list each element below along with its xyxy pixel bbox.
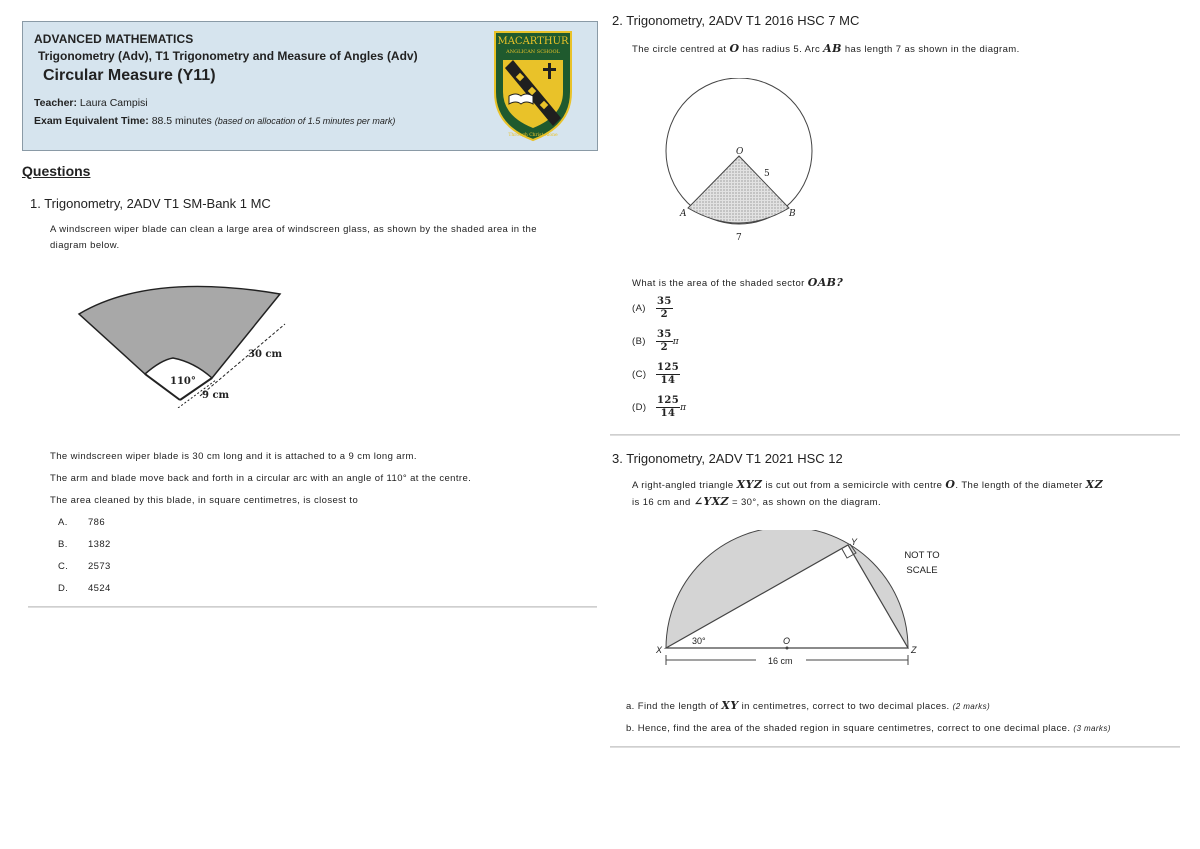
circle-center-label: O	[736, 147, 744, 157]
q1-option-b	[58, 539, 111, 550]
denominator: 2	[660, 342, 669, 353]
q3-part-a-text2: in centimetres, correct to two decimal places.	[741, 701, 950, 712]
semicircle-angle-label: 30°	[692, 636, 706, 646]
q3-part-a	[626, 698, 990, 715]
q3-text2-b: = 30°, as shown on the diagram.	[732, 497, 882, 508]
fraction	[656, 296, 673, 321]
q1-line2: The arm and blade move back and forth in a circular arc with an angle of 110° at the centre.	[50, 473, 472, 484]
school-crest-logo	[493, 30, 573, 142]
option-value: 2573	[88, 561, 111, 572]
q2-text	[632, 41, 1020, 58]
q2-text-c: has length 7 as shown in the diagram.	[844, 44, 1020, 55]
q3-part-b	[626, 721, 1111, 737]
wiper-arm-label: 9 cm	[202, 390, 230, 401]
q3-text-line1	[632, 477, 1172, 494]
q3-var-xz: XZ	[1085, 478, 1104, 491]
circle-sector-diagram	[660, 78, 820, 248]
option-value: 1382	[88, 539, 111, 550]
page-title: Circular Measure (Y11)	[43, 67, 216, 84]
q2-text-a: The circle centred at	[632, 44, 727, 55]
option-letter: (B)	[632, 336, 646, 347]
q3-var-xy: XY	[721, 699, 739, 712]
wiper-angle-label: 110°	[170, 376, 196, 387]
q3-part-a-marks: (2 marks)	[952, 702, 991, 711]
teacher-name: Laura Campisi	[79, 97, 148, 109]
q1-title: 1. Trigonometry, 2ADV T1 SM-Bank 1 MC	[30, 196, 271, 211]
q1-option-a	[58, 517, 105, 528]
time-line	[34, 115, 395, 127]
q2-text-b: has radius 5. Arc	[742, 44, 821, 55]
denominator: 2	[660, 309, 669, 320]
q3-var-o: O	[945, 478, 956, 491]
option-letter: B.	[58, 539, 68, 550]
q3-part-a-text: a. Find the length of	[626, 701, 719, 712]
q3-part-b-marks: (3 marks)	[1073, 724, 1111, 733]
teacher-label: Teacher:	[34, 97, 77, 109]
q2-question-text: What is the area of the shaded sector	[632, 278, 805, 289]
option-letter: D.	[58, 583, 69, 594]
q1-divider	[28, 606, 597, 608]
header-box	[22, 21, 598, 151]
q3-part-b-text: b. Hence, find the area of the shaded region in square centimetres, correct to one decimal place.	[626, 723, 1071, 734]
q1-option-c	[58, 561, 111, 572]
numerator: 35	[657, 329, 672, 340]
option-letter: (C)	[632, 369, 647, 380]
q1-option-d	[58, 583, 111, 594]
q3-divider	[610, 746, 1180, 748]
fraction	[656, 329, 673, 354]
time-label: Exam Equivalent Time:	[34, 115, 149, 127]
q2-question	[632, 275, 843, 292]
q3-text1-a: A right-angled triangle	[632, 480, 734, 491]
q3-text1-b: is cut out from a semicircle with centre	[765, 480, 943, 491]
q2-option-a	[632, 296, 673, 321]
semicircle-diagram	[650, 530, 950, 670]
questions-heading: Questions	[22, 163, 91, 179]
q2-var-ab: AB	[823, 42, 842, 55]
pi-symbol: π	[672, 336, 680, 347]
crest-motto: Through Christ Alone	[508, 133, 558, 138]
q1-text-line1: A windscreen wiper blade can clean a large area of windscreen glass, as shown by the shaded area in the	[50, 224, 537, 235]
time-note: (based on allocation of 1.5 minutes per mark)	[214, 116, 396, 126]
option-letter: (D)	[632, 402, 647, 413]
q1-line3: The area cleaned by this blade, in square centimetres, is closest to	[50, 495, 359, 506]
pi-symbol: π	[680, 402, 687, 413]
semicircle-length-label: 16 cm	[768, 656, 793, 666]
semicircle-point-y: Y	[851, 537, 858, 547]
semicircle-point-z: Z	[911, 645, 917, 655]
q3-var-xyz: XYZ	[736, 478, 763, 491]
not-to-scale-line1: NOT TO	[904, 550, 940, 561]
q3-text	[632, 477, 1172, 511]
circle-arc-label: 7	[736, 233, 742, 243]
fraction	[656, 362, 680, 387]
wiper-blade-label: 30 cm	[248, 349, 283, 360]
option-value: 4524	[88, 583, 111, 594]
circle-point-b: B	[789, 209, 796, 219]
semicircle-center-o: O	[783, 636, 791, 646]
q2-option-c	[632, 362, 680, 387]
numerator: 125	[657, 362, 680, 373]
crest-school: ANGLICAN SCHOOL	[506, 49, 560, 55]
crest-name: MACARTHUR	[497, 36, 569, 47]
teacher-line	[34, 97, 148, 109]
q3-text1-c: . The length of the diameter	[955, 480, 1083, 491]
circle-point-a: A	[680, 209, 687, 219]
q2-var-oab: OAB?	[807, 276, 844, 289]
denominator: 14	[660, 408, 676, 419]
q2-option-d	[632, 395, 686, 420]
circle-radius-label: 5	[764, 169, 770, 179]
q2-title: 2. Trigonometry, 2ADV T1 2016 HSC 7 MC	[612, 13, 860, 28]
wiper-diagram	[70, 278, 300, 408]
option-letter: (A)	[632, 303, 646, 314]
option-letter: A.	[58, 517, 68, 528]
q1-text-line2: diagram below.	[50, 240, 120, 251]
option-letter: C.	[58, 561, 69, 572]
q2-divider	[610, 434, 1180, 436]
q3-var-angle: ∠YXZ	[693, 495, 729, 508]
numerator: 35	[657, 296, 672, 307]
q1-text	[50, 222, 600, 254]
topic-title: Trigonometry (Adv), T1 Trigonometry and Measure of Angles (Adv)	[38, 49, 418, 63]
q3-title: 3. Trigonometry, 2ADV T1 2021 HSC 12	[612, 451, 843, 466]
subject-title: ADVANCED MATHEMATICS	[34, 32, 194, 46]
q3-text-line2	[632, 494, 1172, 511]
q2-option-b	[632, 329, 679, 354]
q3-text2-a: is 16 cm and	[632, 497, 691, 508]
time-value: 88.5 minutes	[151, 115, 212, 127]
fraction	[656, 395, 680, 420]
q2-var-o: O	[729, 42, 740, 55]
option-value: 786	[88, 517, 106, 528]
semicircle-point-x: X	[656, 645, 663, 655]
not-to-scale-line2: SCALE	[906, 565, 938, 576]
q1-line1: The windscreen wiper blade is 30 cm long and it is attached to a 9 cm long arm.	[50, 451, 417, 462]
numerator: 125	[657, 395, 680, 406]
denominator: 14	[660, 375, 676, 386]
